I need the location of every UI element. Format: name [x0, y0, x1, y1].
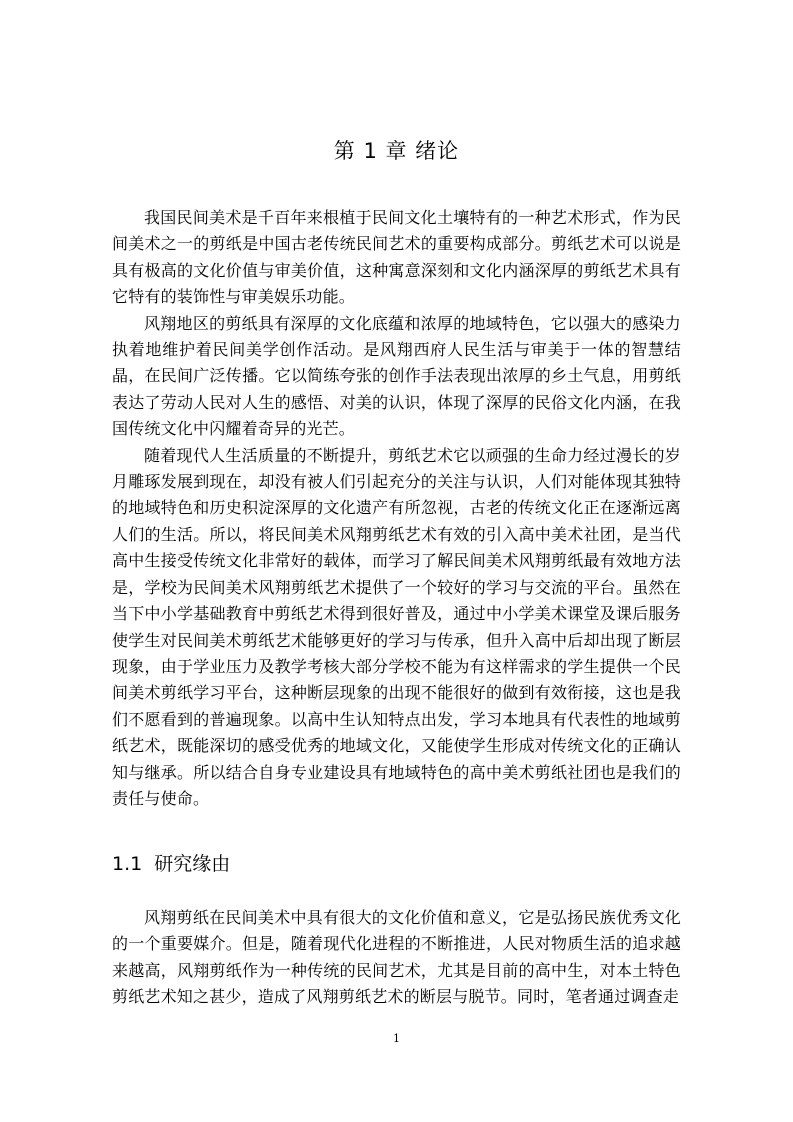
section-body — [112, 905, 681, 1011]
section-title: 研究缘由 — [154, 853, 231, 875]
chapter-title: 第 1 章 绪论 — [333, 139, 460, 163]
paragraph: 风翔地区的剪纸具有深厚的文化底蕴和浓厚的地域特色，它以强大的感染力执着地维护着民间美学创作活动。是风翔西府人民生活与审美于一体的智慧结晶，在民间广泛传播。它以简练夸张的创作手法表现出浓厚的乡土气息，用剪纸表达了劳动人民对人生的感悟、对美的认识，体现了深厚的民俗文化内涵，在我国传统文化中闪耀着奇异的光芒。 — [112, 313, 681, 439]
page-number: 1 — [393, 1032, 400, 1045]
paragraph: 我国民间美术是千百年来根植于民间文化土壤特有的一种艺术形式，作为民间美术之一的剪纸是中国古老传统民间艺术的重要构成部分。剪纸艺术可以说是具有极高的文化价值与审美价值，这种寓意深刻和文化内涵深厚的剪纸艺术具有它特有的装饰性与审美娱乐功能。 — [112, 208, 681, 307]
paragraph: 风翔剪纸在民间美术中具有很大的文化价值和意义，它是弘扬民族优秀文化的一个重要媒介。但是，随着现代化进程的不断推进，人民对物质生活的追求越来越高，风翔剪纸作为一种传统的民间艺术，尤其是目前的高中生，对本土特色剪纸艺术知之甚少，造成了风翔剪纸艺术的断层与脱节。同时，笔者通过调查走 — [112, 908, 681, 1007]
paragraph: 随着现代人生活质量的不断提升，剪纸艺术它以顽强的生命力经过漫长的岁月雕琢发展到现在，却没有被人们引起充分的关注与认识，人们对能体现其独特的地域特色和历史积淀深厚的文化遗产有所忽视，古老的传统文化正在逐渐远离人们的生活。所以，将民间美术风翔剪纸艺术有效的引入高中美术社团，是当代高中生接受传统文化非常好的载体，而学习了解民间美术风翔剪纸最有效地方法是，学校为民间美术风翔剪纸艺术提供了一个较好的学习与交流的平台。虽然在当下中小学基础教育中剪纸艺术得到很好普及，通过中小学美术课堂及课后服务使学生对民间美术剪纸艺术能够更好的学习与传承，但升入高中后却出现了断层现象，由于学业压力及教学考核大部分学校不能为有这样需求的学生提供一个民间美术剪纸学习平台，这种断层现象的出现不能很好的做到有效衔接，这也是我们不愿看到的普遍现象。以高中生认知特点出发，学习本地具有代表性的地域剪纸艺术，既能深切的感受优秀的地域文化，又能使学生形成对传统文化的正确认知与继承。所以结合自身专业建设具有地域特色的高中美术剪纸社团也是我们的责任与使命。 — [112, 445, 681, 808]
section-number: 1.1 — [112, 853, 143, 875]
intro-section — [112, 205, 681, 812]
section-heading — [112, 851, 230, 877]
